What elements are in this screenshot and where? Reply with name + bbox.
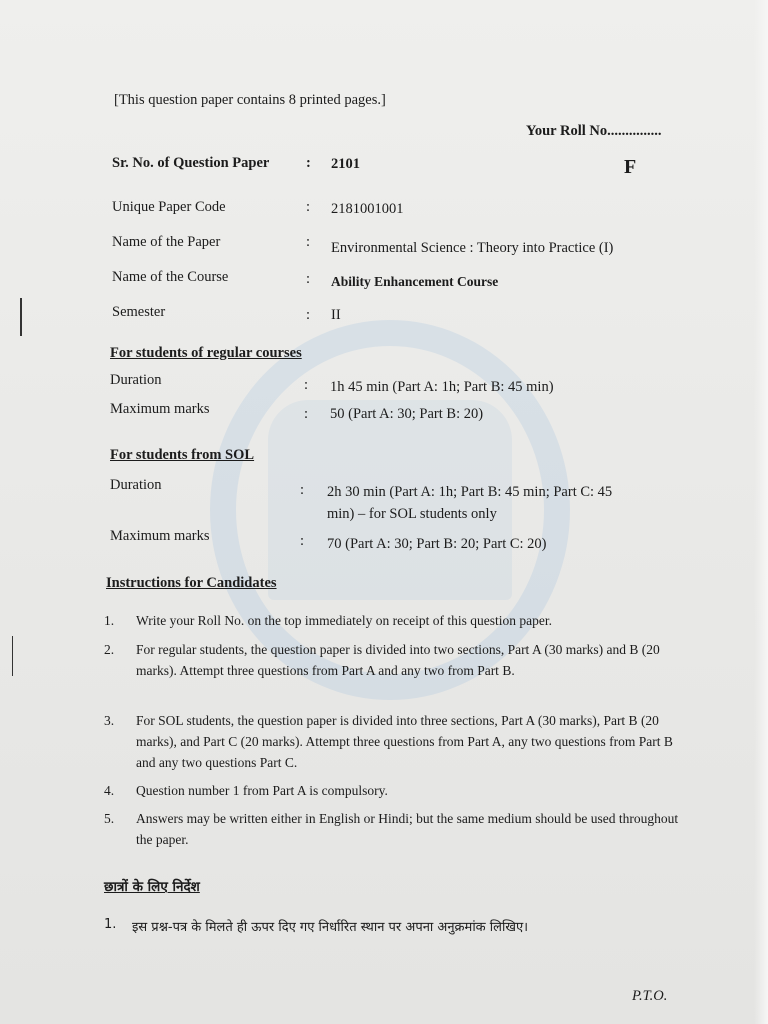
- instruction-item: [104, 639, 684, 705]
- sol-marks-value: 70 (Part A: 30; Part B: 20; Part C: 20): [327, 536, 547, 552]
- detail-separator: :: [306, 307, 311, 323]
- binding-mark: [12, 636, 13, 676]
- instruction-item: [104, 780, 684, 802]
- hindi-instructions-heading: छात्रों के लिए निर्देश: [104, 879, 200, 895]
- printed-pages-note: [This question paper contains 8 printed pages.]: [114, 92, 386, 108]
- detail-label: Unique Paper Code: [112, 199, 226, 215]
- instruction-text: For SOL students, the question paper is divided into three sections, Part A (30 marks), Part B (20 marks), and Part C (20 marks). Attempt three questions from Part A, any two questions from Part B and any two questions Part C.: [136, 713, 673, 770]
- detail-separator: :: [306, 234, 311, 250]
- regular-courses-heading: For students of regular courses: [110, 345, 302, 361]
- instruction-item: [104, 808, 684, 852]
- sol-duration-value-line1: 2h 30 min (Part A: 1h; Part B: 45 min; Part C: 45: [327, 484, 613, 500]
- set-letter: F: [624, 156, 637, 178]
- sol-duration-label: Duration: [110, 477, 162, 493]
- instruction-number: 5.: [104, 811, 115, 826]
- binding-mark: [20, 298, 22, 336]
- instruction-number: 3.: [104, 713, 115, 728]
- page-edge: [754, 0, 768, 1024]
- sol-duration-value-line2: min) – for SOL students only: [327, 506, 497, 522]
- detail-separator: :: [306, 199, 311, 215]
- detail-label: Name of the Paper: [112, 234, 221, 250]
- instruction-text: For regular students, the question paper is divided into two sections, Part A (30 marks) and B (20 marks). Attempt three questions from Part A and any two from Part B.: [136, 642, 660, 678]
- instruction-number: 1.: [104, 613, 115, 628]
- sol-heading: For students from SOL: [110, 447, 255, 463]
- regular-duration-label: Duration: [110, 372, 162, 388]
- instruction-text: Write your Roll No. on the top immediately on receipt of this question paper.: [136, 613, 552, 628]
- detail-separator: :: [304, 377, 309, 393]
- instruction-text: Question number 1 from Part A is compulsory.: [136, 783, 388, 798]
- instruction-text: Answers may be written either in English or Hindi; but the same medium should be used throughout the paper.: [136, 811, 679, 847]
- detail-separator: :: [306, 155, 311, 171]
- regular-marks-label: Maximum marks: [110, 401, 210, 417]
- detail-separator: :: [306, 271, 311, 287]
- regular-duration-value: 1h 45 min (Part A: 1h; Part B: 45 min): [330, 379, 554, 395]
- paper-name: Environmental Science : Theory into Practice (I): [331, 240, 614, 256]
- unique-paper-code: 2181001001: [331, 201, 404, 217]
- course-name: Ability Enhancement Course: [331, 274, 499, 289]
- instruction-item: [104, 710, 684, 776]
- detail-separator: :: [300, 482, 305, 498]
- instruction-number: 4.: [104, 783, 115, 798]
- semester-value: II: [331, 307, 341, 323]
- question-paper-number: 2101: [331, 156, 360, 172]
- regular-marks-value: 50 (Part A: 30; Part B: 20): [330, 406, 484, 422]
- hindi-item-text: इस प्रश्न-पत्र के मिलते ही ऊपर दिए गए निर्धारित स्थान पर अपना अनुक्रमांक लिखिए।: [132, 920, 529, 935]
- detail-label: Name of the Course: [112, 269, 229, 285]
- instructions-heading: Instructions for Candidates: [106, 575, 277, 591]
- roll-number-field: Your Roll No...............: [526, 123, 662, 139]
- detail-label: Semester: [112, 304, 166, 320]
- detail-label: Sr. No. of Question Paper: [112, 155, 270, 171]
- instruction-number: 2.: [104, 642, 115, 657]
- sol-marks-label: Maximum marks: [110, 528, 210, 544]
- instruction-item: [104, 610, 684, 632]
- detail-separator: :: [300, 533, 305, 549]
- hindi-item-number: 1.: [104, 917, 117, 932]
- detail-separator: :: [304, 406, 309, 422]
- pto-marker: P.T.O.: [632, 988, 668, 1004]
